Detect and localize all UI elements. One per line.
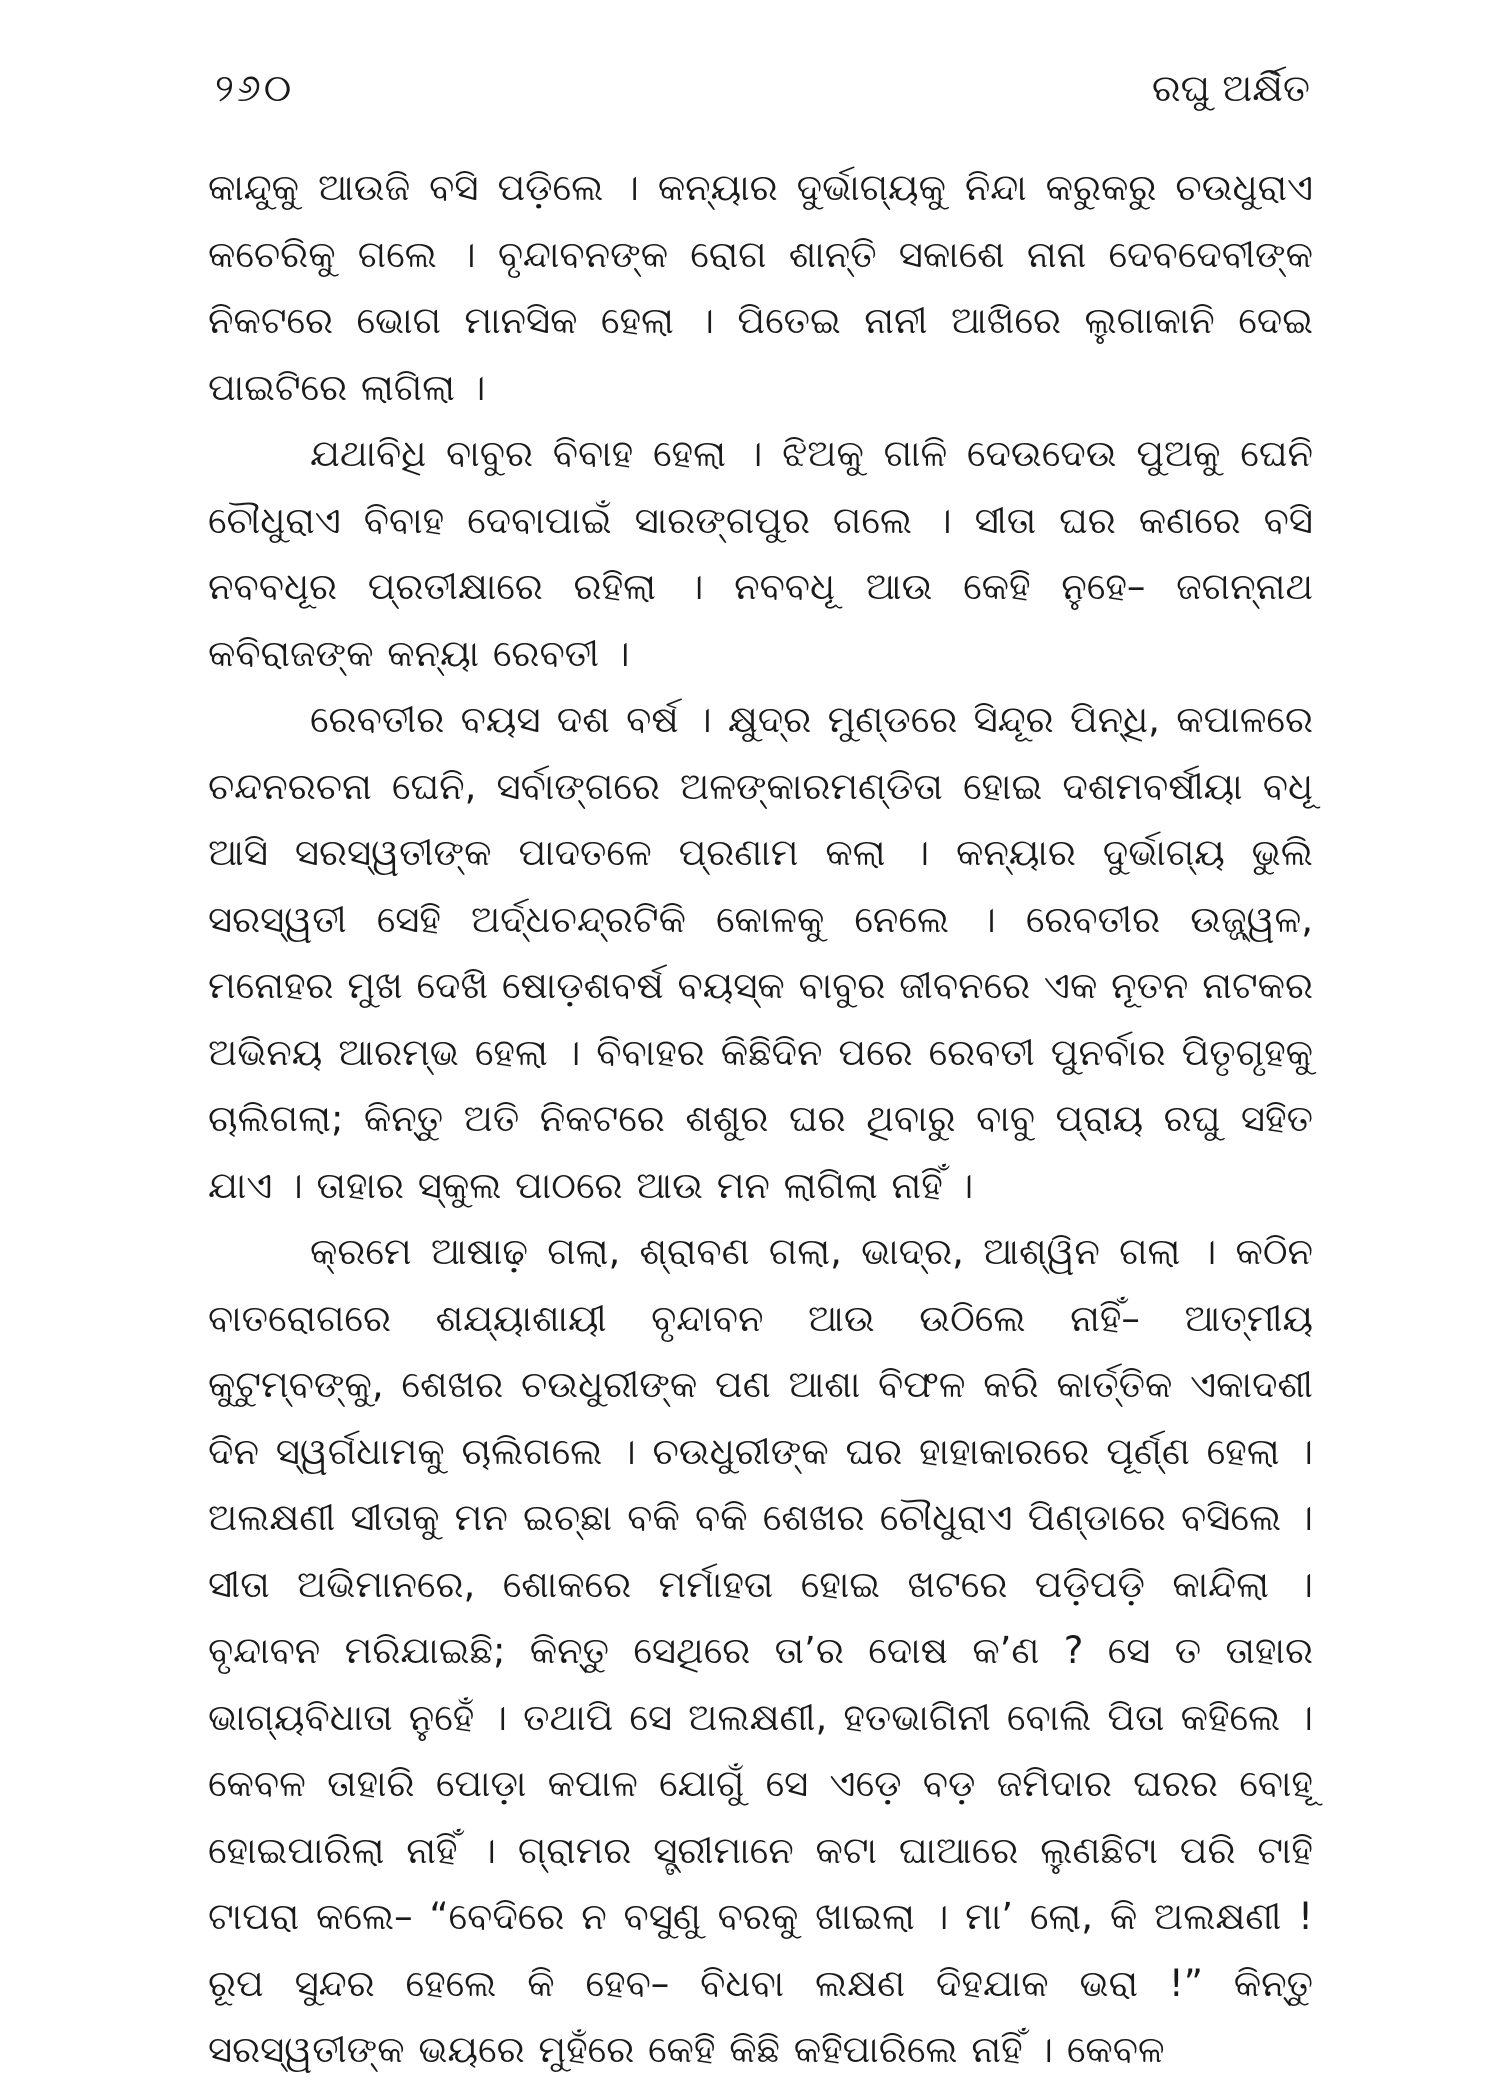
paragraph-marriage: ଯଥାବିଧି ବାବୁର ବିବାହ ହେଲା । ଝିଅକୁ ଗାଳି ଦେଉଦେଉ ପୁଅକୁ ଘେନି ଚୌଧୁରାଏ ବିବାହ ଦେବାପାଇଁ ସାରଙ୍ଗପୁର ଗଲେ । ସୀତା ଘର କଣରେ ବସି ନବବଧୂର ପ୍ରତୀକ୍ଷାରେ ରହିଲା । ନବବଧୂ ଆଉ କେହି ନୁହେ– ଜଗନ୍ନାଥ କବିରାଜଙ୍କ କନ୍ୟା ରେବତୀ ।: [208, 432, 1313, 675]
page-number: ୨୬୦: [215, 65, 295, 110]
running-title: ରଘୁ ଅର୍କ୍ଷିତ: [1151, 65, 1310, 110]
page-header: [215, 58, 1310, 118]
body-text: [208, 155, 1313, 2084]
paragraph-death-of-brindaban: କ୍ରମେ ଆଷାଢ଼ ଗଲା, ଶ୍ରାବଣ ଗଲା, ଭାଦ୍ର, ଆଶ୍ୱିନ ଗଲା । କଠିନ ବାତରୋଗରେ ଶଯ୍ୟାଶାୟୀ ବୃନ୍ଦାବନ ଆଉ ଉଠିଲେ ନାହିଁ– ଆତ୍ମୀୟ କୁଟୁମ୍ବଙ୍କୁ, ଶେଖର ଚଉଧୁରୀଙ୍କ ପଣ ଆଶା ବିଫଳ କରି କାର୍ତ୍ତିକ ଏକାଦଶୀ ଦିନ ସ୍ୱର୍ଗଧାମକୁ ଚାଲିଗଲେ । ଚଉଧୁରୀଙ୍କ ଘର ହାହାକାରରେ ପୂର୍ଣ୍ଣ ହେଲା । ଅଲକ୍ଷଣୀ ସୀତାକୁ ମନ ଇଚ୍ଛା ବକି ବକି ଶେଖର ଚୌଧୁରାଏ ପିଣ୍ଡାରେ ବସିଲେ । ସୀତା ଅଭିମାନରେ, ଶୋକରେ ମର୍ମାହତା ହୋଇ ଖଟରେ ପଡ଼ିପଡ଼ି କାନ୍ଦିଲା । ବୃନ୍ଦାବନ ମରିଯାଇଛି; କିନ୍ତୁ ସେଥିରେ ତା’ର ଦୋଷ କ’ଣ ? ସେ ତ ତାହାର ଭାଗ୍ୟବିଧାତା ନୁହେଁ । ତଥାପି ସେ ଅଲକ୍ଷଣୀ, ହତଭାଗିନୀ ବୋଲି ପିତା କହିଲେ । କେବଳ ତାହାରି ପୋଡ଼ା କପାଳ ଯୋଗୁଁ ସେ ଏଡ଼େ ବଡ଼ ଜମିଦାର ଘରର ବୋହୂ ହୋଇପାରିଲା ନାହିଁ । ଗ୍ରାମର ସ୍ତ୍ରୀମାନେ କଟା ଘାଆରେ ଲୁଣଛିଟା ପରି ଟାହି ଟାପରା କଲେ– “ବେଦିରେ ନ ବସୁଣୁ ବରକୁ ଖାଇଲା । ମା’ ଲୋ, କି ଅଲକ୍ଷଣୀ ! ରୂପ ସୁନ୍ଦର ହେଲେ କି ହେବ– ବିଧବା ଲକ୍ଷଣ ଦିହଯାକ ଭରା !” କିନ୍ତୁ ସରସ୍ୱତୀଙ୍କ ଭୟରେ ମୁହଁରେ କେହି କିଛି କହିପାରିଲେ ନାହିଁ । କେବଳ: [208, 1230, 1313, 2071]
paragraph-continued: କାନ୍ଦୁକୁ ଆଉଜି ବସି ପଡ଼ିଲେ । କନ୍ୟାର ଦୁର୍ଭାଗ୍ୟକୁ ନିନ୍ଦା କରୁକରୁ ଚଉଧୁରାଏ କଚେରିକୁ ଗଲେ । ବୃନ୍ଦାବନଙ୍କ ରୋଗ ଶାନ୍ତି ସକାଶେ ନାନା ଦେବଦେବୀଙ୍କ ନିକଟରେ ଭୋଗ ମାନସିକ ହେଲା । ପିତେଇ ନାନୀ ଆଖିରେ ଲୁଗାକାନି ଦେଇ ପାଇଟିରେ ଲାଗିଲା ।: [208, 166, 1313, 409]
paragraph-revati: ରେବତୀର ବୟସ ଦଶ ବର୍ଷ । କ୍ଷୁଦ୍ର ମୁଣ୍ଡରେ ସିନ୍ଦୂର ପିନ୍ଧି, କପାଳରେ ଚନ୍ଦନରଚନା ଘେନି, ସର୍ବାଙ୍ଗରେ ଅଳଙ୍କାରମଣ୍ଡିତା ହୋଇ ଦଶମବର୍ଷୀୟା ବଧୂ ଆସି ସରସ୍ୱତୀଙ୍କ ପାଦତଳେ ପ୍ରଣାମ କଲା । କନ୍ୟାର ଦୁର୍ଭାଗ୍ୟ ଭୁଲି ସରସ୍ୱତୀ ସେହି ଅର୍ଦ୍ଧଚନ୍ଦ୍ରଟିକି କୋଳକୁ ନେଲେ । ରେବତୀର ଉଜ୍ଜ୍ୱଳ, ମନୋହର ମୁଖ ଦେଖି ଷୋଡ଼ଶବର୍ଷ ବୟସ୍କ ବାବୁର ଜୀବନରେ ଏକ ନୂତନ ନାଟକର ଅଭିନୟ ଆରମ୍ଭ ହେଲା । ବିବାହର କିଛିଦିନ ପରେ ରେବତୀ ପୁନର୍ବାର ପିତୃଗୃହକୁ ଚାଲିଗଲା; କିନ୍ତୁ ଅତି ନିକଟରେ ଶଶୁର ଘର ଥିବାରୁ ବାବୁ ପ୍ରାୟ ରଘୁ ସହିତ ଯାଏ । ତାହାର ସ୍କୁଲ ପାଠରେ ଆଉ ମନ ଲାଗିଲା ନାହିଁ ।: [208, 698, 1313, 1207]
